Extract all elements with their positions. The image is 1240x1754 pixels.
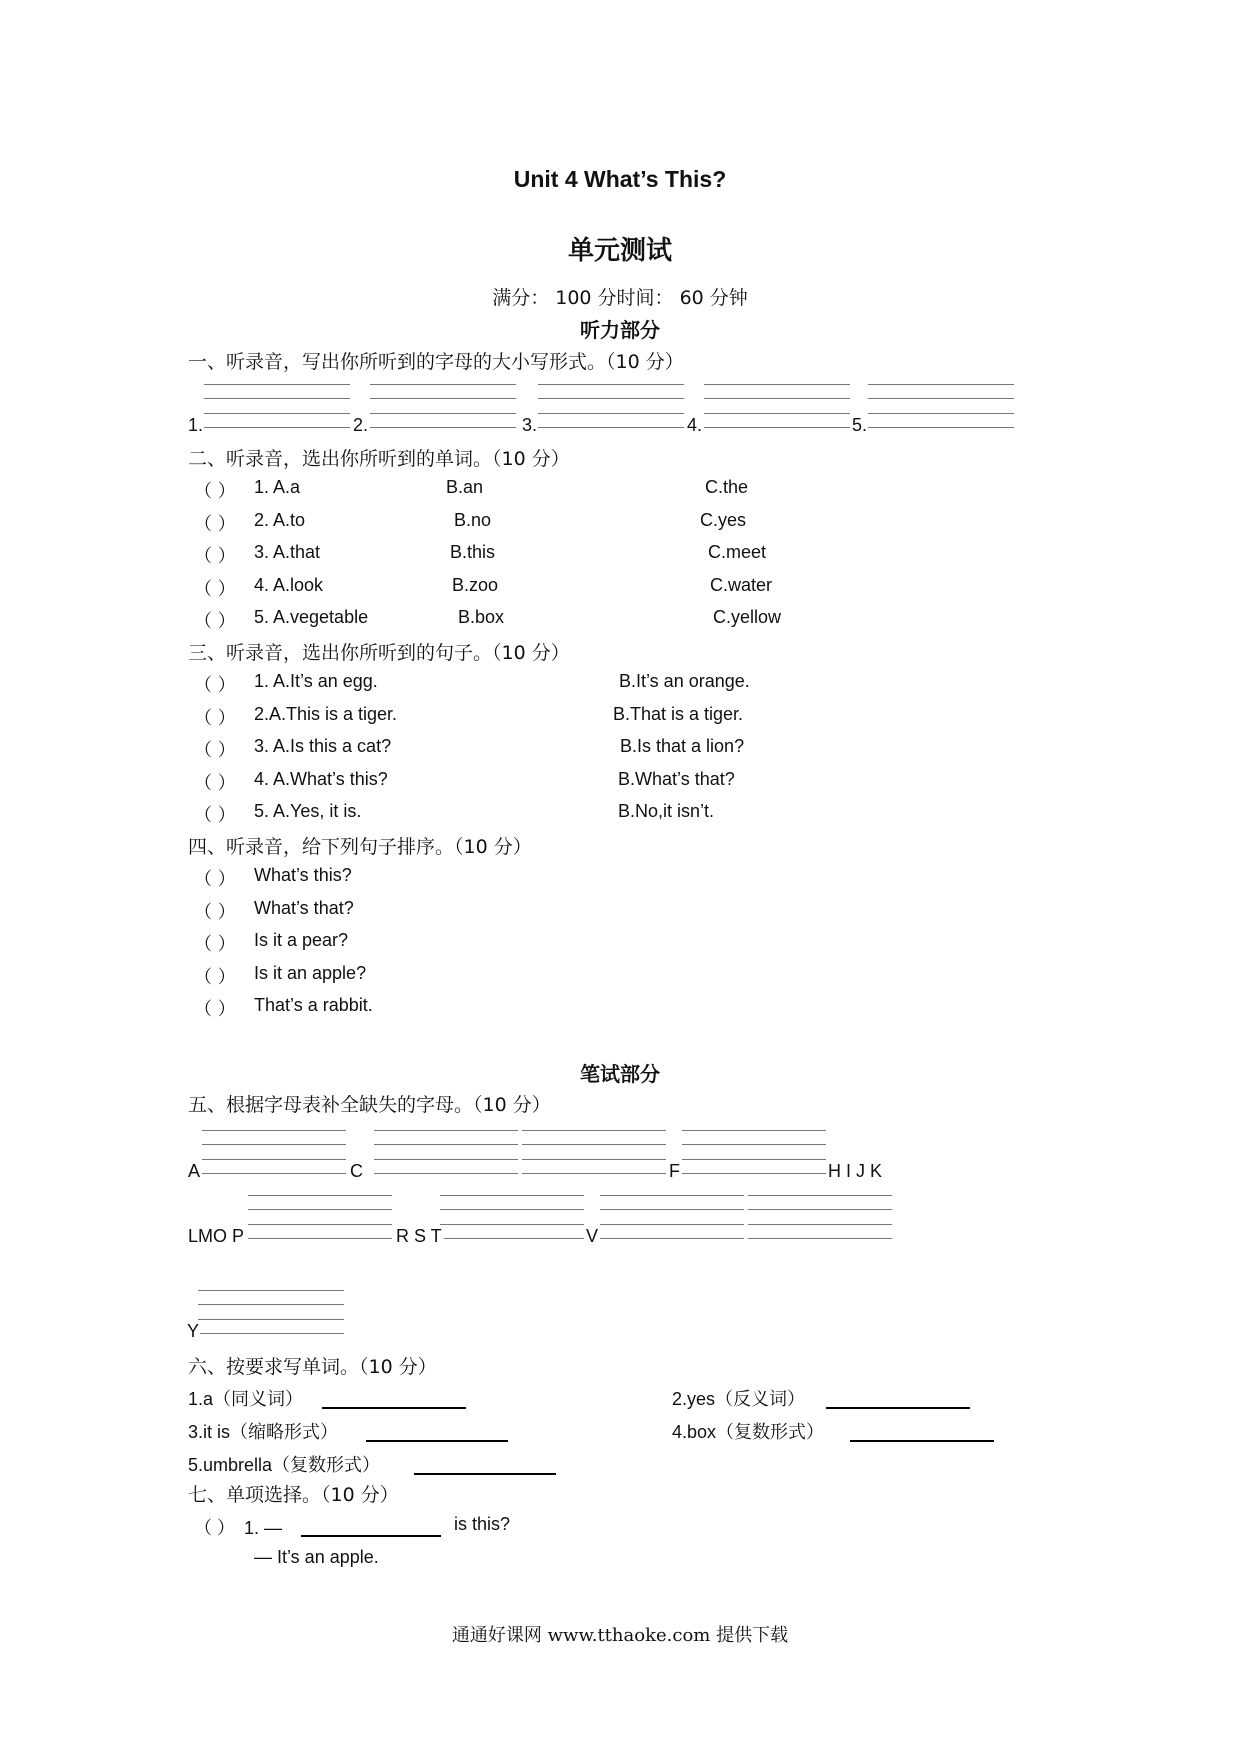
writing-part-heading: 笔试部分 (580, 1062, 660, 1086)
option-b: B.It’s an orange. (619, 671, 750, 691)
section4-heading: 四、听录音，给下列句子排序。（10 分） (188, 836, 532, 858)
letter-writing-grid[interactable] (440, 1195, 584, 1239)
letter-writing-grid[interactable] (202, 1130, 346, 1174)
item-number: 2. (353, 415, 369, 435)
alphabet-letters: H I J K (828, 1161, 883, 1181)
answer-bracket[interactable]: （ ） (194, 707, 236, 729)
guide-line (440, 1209, 584, 1210)
item-number: 1. (188, 415, 204, 435)
guide-line (202, 1144, 346, 1145)
option-b: B.Is that a lion? (620, 736, 745, 756)
letter-writing-grid[interactable] (538, 384, 684, 428)
guide-line (374, 1144, 518, 1145)
guide-line (440, 1238, 584, 1239)
guide-line (704, 413, 850, 414)
guide-line (202, 1159, 346, 1160)
letter-writing-grid[interactable] (204, 384, 350, 428)
letter-writing-grid[interactable] (198, 1290, 344, 1334)
guide-line (370, 427, 516, 428)
guide-line (600, 1238, 744, 1239)
guide-line (600, 1209, 744, 1210)
option-a: 2.A.This is a tiger. (254, 703, 398, 724)
option-b: B.this (450, 542, 496, 562)
letter-writing-grid[interactable] (704, 384, 850, 428)
guide-line (248, 1195, 392, 1196)
letter-writing-grid[interactable] (522, 1130, 666, 1174)
option-a: 3. A.Is this a cat? (254, 736, 392, 756)
option-b: B.zoo (452, 574, 499, 595)
sentence-text: What’s this? (254, 865, 352, 885)
guide-line (374, 1173, 518, 1174)
option-a: 2. A.to (254, 509, 306, 530)
option-c: C.yellow (713, 607, 782, 627)
option-a: 5. A.vegetable (254, 607, 369, 627)
answer-bracket[interactable]: （ ） (194, 772, 236, 794)
page-subtitle: 单元测试 (567, 236, 672, 266)
sentence-text: Is it an apple? (254, 962, 367, 983)
option-a: 3. A.that (254, 542, 321, 562)
alphabet-letters: F (669, 1161, 680, 1181)
answer-bracket[interactable]: （ ） (194, 999, 236, 1020)
guide-line (522, 1173, 666, 1174)
option-b: B.box (458, 607, 505, 627)
letter-writing-grid[interactable] (748, 1195, 892, 1239)
answer-bracket[interactable]: （ ） (194, 675, 236, 696)
section7-heading: 七、单项选择。（10 分） (188, 1484, 399, 1506)
guide-line (440, 1224, 584, 1225)
answer-bracket[interactable]: （ ） (194, 966, 236, 988)
letter-writing-grid[interactable] (370, 384, 516, 428)
alphabet-letters: V (586, 1226, 599, 1246)
guide-line (370, 398, 516, 399)
answer-bracket[interactable]: （ ） (194, 578, 236, 600)
guide-line (748, 1224, 892, 1225)
fill-blank[interactable] (414, 1473, 556, 1475)
word-prompt: 5.umbrella（复数形式） (188, 1455, 381, 1475)
alphabet-letters: R S T (396, 1226, 442, 1246)
question-answer: — It’s an apple. (254, 1547, 379, 1567)
fill-blank[interactable] (850, 1440, 994, 1442)
option-a: 1. A.a (254, 477, 301, 497)
letter-writing-grid[interactable] (248, 1195, 392, 1239)
word-prompt: 4.box（复数形式） (672, 1422, 825, 1442)
guide-line (704, 384, 850, 385)
guide-line (682, 1159, 826, 1160)
answer-bracket[interactable]: （ ） (194, 740, 236, 761)
option-b: B.no (454, 509, 492, 530)
guide-line (868, 413, 1014, 414)
option-a: 4. A.What’s this? (254, 768, 388, 789)
letter-writing-grid[interactable] (600, 1195, 744, 1239)
guide-line (204, 413, 350, 414)
section3-heading: 三、听录音，选出你所听到的句子。（10 分） (188, 642, 570, 664)
option-a: 4. A.look (254, 574, 324, 595)
guide-line (374, 1159, 518, 1160)
guide-line (248, 1238, 392, 1239)
guide-line (704, 398, 850, 399)
word-prompt: 3.it is（缩略形式） (188, 1422, 339, 1442)
guide-line (538, 427, 684, 428)
word-prompt: 1.a（同义词） (188, 1389, 304, 1409)
guide-line (682, 1173, 826, 1174)
item-number: 4. (687, 415, 703, 435)
guide-line (538, 398, 684, 399)
item-number: 5. (852, 415, 868, 435)
word-prompt: 2.yes（反义词） (672, 1389, 806, 1409)
guide-line (748, 1238, 892, 1239)
sentence-text: Is it a pear? (254, 930, 349, 950)
listening-part-heading: 听力部分 (580, 318, 660, 342)
answer-bracket[interactable]: （ ） (194, 513, 236, 535)
fill-blank[interactable] (322, 1407, 466, 1409)
answer-bracket[interactable]: （ ） (194, 901, 236, 923)
option-b: B.an (446, 477, 484, 497)
item-number: 3. (522, 415, 538, 435)
sentence-text: That’s a rabbit. (254, 995, 373, 1015)
section6-heading: 六、按要求写单词。（10 分） (188, 1356, 437, 1378)
guide-line (868, 427, 1014, 428)
guide-line (204, 427, 350, 428)
option-c: C.water (710, 574, 773, 595)
guide-line (370, 413, 516, 414)
guide-line (374, 1130, 518, 1131)
answer-bracket[interactable]: （ ） (194, 805, 236, 826)
option-a: 1. A.It’s an egg. (254, 671, 378, 691)
letter-writing-grid[interactable] (868, 384, 1014, 428)
guide-line (198, 1333, 344, 1334)
option-b: B.That is a tiger. (613, 703, 744, 724)
option-b: B.What’s that? (618, 768, 735, 789)
answer-bracket[interactable]: （ ） (194, 934, 236, 955)
guide-line (868, 398, 1014, 399)
guide-line (248, 1224, 392, 1225)
score-time-info: 满分： 100 分时间： 60 分钟 (492, 287, 748, 309)
guide-line (202, 1173, 346, 1174)
fill-blank[interactable] (826, 1407, 970, 1409)
answer-bracket[interactable]: （ ） (194, 546, 236, 567)
guide-line (248, 1209, 392, 1210)
guide-line (682, 1130, 826, 1131)
guide-line (198, 1319, 344, 1320)
section7-question-1 (194, 1514, 282, 1540)
alphabet-letters: A (188, 1161, 201, 1181)
guide-line (748, 1195, 892, 1196)
section5-heading: 五、根据字母表补全缺失的字母。（10 分） (188, 1094, 551, 1116)
footer-text: 通通好课网 www.tthaoke.com 提供下载 (451, 1625, 789, 1646)
guide-line (704, 427, 850, 428)
guide-line (682, 1144, 826, 1145)
letter-writing-grid[interactable] (374, 1130, 518, 1174)
guide-line (440, 1195, 584, 1196)
answer-bracket[interactable]: （ ） (194, 1518, 236, 1538)
guide-line (204, 398, 350, 399)
option-c: C.meet (708, 542, 767, 562)
guide-line (522, 1159, 666, 1160)
guide-line (198, 1290, 344, 1291)
option-c: C.yes (700, 509, 747, 530)
question-tail: is this? (454, 1514, 511, 1534)
guide-line (748, 1209, 892, 1210)
fill-blank[interactable] (301, 1535, 441, 1537)
option-c: C.the (705, 477, 749, 497)
page-title: Unit 4 What’s This? (513, 166, 727, 192)
option-a: 5. A.Yes, it is. (254, 801, 362, 821)
alphabet-letters: C (350, 1161, 363, 1181)
answer-bracket[interactable]: （ ） (194, 481, 236, 502)
guide-line (202, 1130, 346, 1131)
option-b: B.No,it isn’t. (618, 801, 715, 821)
fill-blank[interactable] (366, 1440, 508, 1442)
guide-line (522, 1144, 666, 1145)
alphabet-letters: Y (187, 1321, 200, 1341)
section2-heading: 二、听录音，选出你所听到的单词。（10 分） (188, 448, 570, 470)
guide-line (204, 384, 350, 385)
guide-line (538, 413, 684, 414)
guide-line (600, 1224, 744, 1225)
guide-line (600, 1195, 744, 1196)
guide-line (538, 384, 684, 385)
sentence-text: What’s that? (254, 897, 354, 918)
guide-line (198, 1304, 344, 1305)
answer-bracket[interactable]: （ ） (194, 869, 236, 890)
guide-line (370, 384, 516, 385)
section1-heading: 一、听录音，写出你所听到的字母的大小写形式。（10 分） (188, 351, 684, 373)
guide-line (522, 1130, 666, 1131)
question-number: 1. — (244, 1518, 283, 1538)
answer-bracket[interactable]: （ ） (194, 611, 236, 632)
alphabet-letters: LMO P (188, 1226, 245, 1246)
letter-writing-grid[interactable] (682, 1130, 826, 1174)
guide-line (868, 384, 1014, 385)
